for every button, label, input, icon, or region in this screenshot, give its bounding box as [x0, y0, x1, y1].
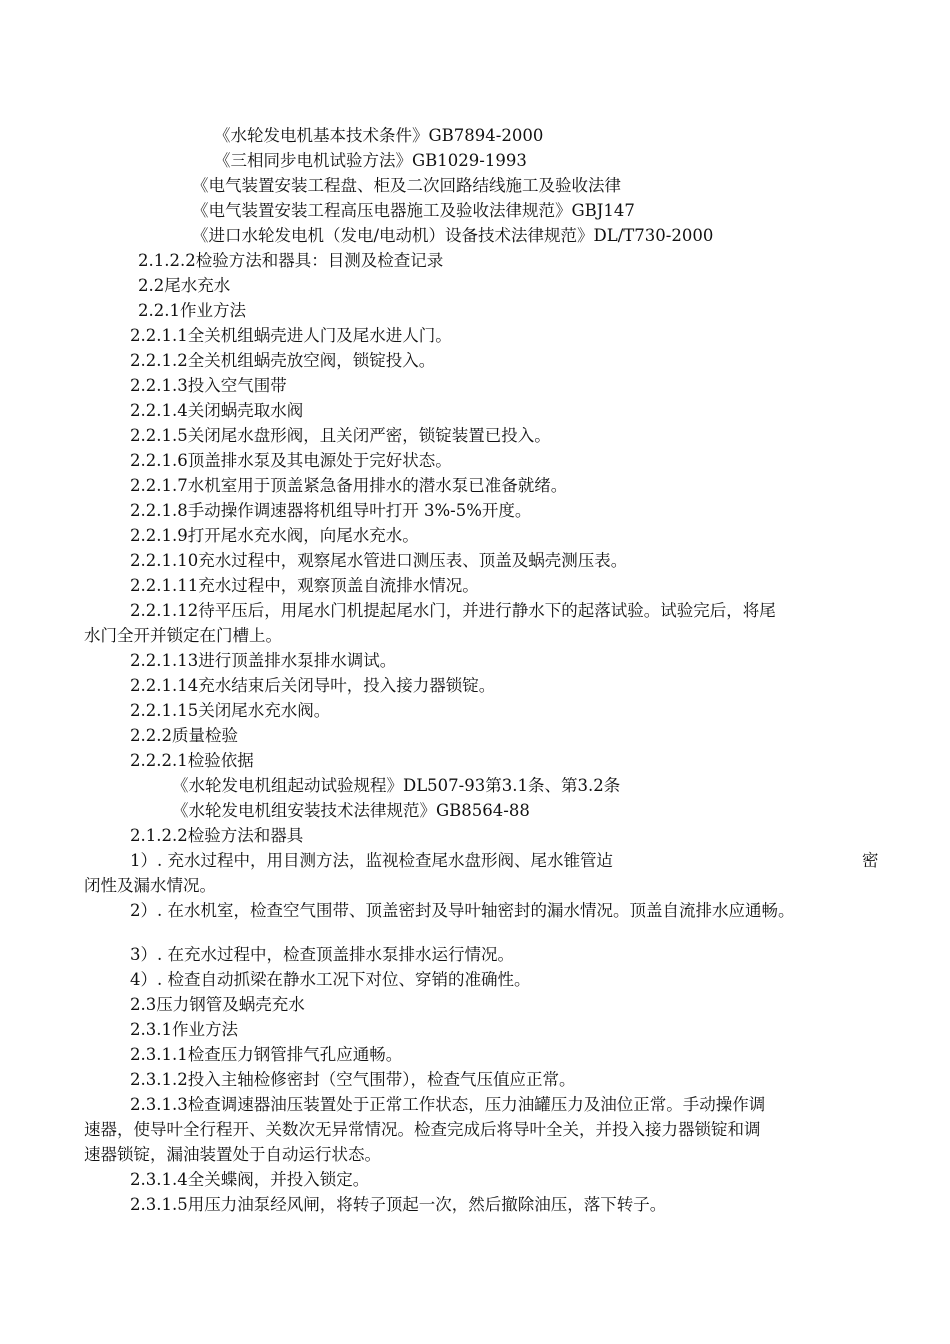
section-heading: 2.2.2质量检验: [130, 726, 238, 745]
procedure-step: 2.2.1.11充水过程中，观察顶盖自流排水情况。: [130, 576, 479, 595]
procedure-step: 2.3.1.1检查压力钢管排气孔应通畅。: [130, 1045, 403, 1064]
procedure-step: 2.2.1.4关闭蜗壳取水阀: [130, 401, 304, 420]
procedure-step: 2.3.1.4全关蝶阀，并投入锁定。: [130, 1170, 370, 1189]
procedure-step: 2.2.1.2全关机组蜗壳放空阀，锁锭投入。: [130, 351, 436, 370]
procedure-step: 2.3.1.2投入主轴检修密封（空气围带），检查气压值应正常。: [130, 1070, 576, 1089]
procedure-step: 2.2.1.9打开尾水充水阀，向尾水充水。: [130, 526, 419, 545]
procedure-step: 2.2.1.5关闭尾水盘形阀，且关闭严密，锁锭装置已投入。: [130, 426, 551, 445]
reference-line: 《进口水轮发电机（发电/电动机）设备技术法律规范》DL/T730-2000: [192, 226, 714, 245]
check-item-continuation: 闭性及漏水情况。: [84, 876, 216, 895]
reference-line: 《水轮发电机组安装技术法律规范》GB8564-88: [172, 801, 530, 820]
procedure-step: 2.2.1.10充水过程中，观察尾水管进口测压表、顶盖及蜗壳测压表。: [130, 551, 628, 570]
procedure-step: 2.2.1.3投入空气围带: [130, 376, 287, 395]
reference-line: 《电气装置安装工程高压电器施工及验收法律规范》GBJ147: [192, 201, 635, 220]
section-heading: 2.2.2.1检验依据: [130, 751, 254, 770]
section-heading: 2.3压力钢管及蜗壳充水: [130, 995, 305, 1014]
reference-line: 《水轮发电机组起动试验规程》DL507-93第3.1条、第3.2条: [172, 776, 621, 795]
check-item: 1）. 充水过程中，用目测方法，监视检查尾水盘形阀、尾水锥管迠: [130, 851, 613, 870]
reference-line: 《电气装置安装工程盘、柜及二次回路结线施工及验收法律: [192, 176, 621, 195]
procedure-step: 2.2.1.15关闭尾水充水阀。: [130, 701, 331, 720]
section-heading: 2.1.2.2检验方法和器具: [130, 826, 304, 845]
check-item: 2）. 在水机室，检查空气围带、顶盖密封及导叶轴密封的漏水情况。顶盖自流排水应通畅。: [130, 901, 795, 920]
procedure-step: 2.3.1.3检查调速器油压装置处于正常工作状态，压力油罐压力及油位正常。手动操作调: [130, 1095, 766, 1114]
procedure-step: 2.2.1.12待平压后，用尾水门机提起尾水门，并进行静水下的起落试验。试验完后，将尾: [130, 601, 776, 620]
section-heading: 2.1.2.2检验方法和器具：目测及检查记录: [138, 251, 444, 270]
section-heading: 2.2尾水充水: [138, 276, 231, 295]
section-heading: 2.3.1作业方法: [130, 1020, 238, 1039]
check-item: 4）. 检查自动抓梁在静水工况下对位、穿销的准确性。: [130, 970, 531, 989]
reference-line: 《三相同步电机试验方法》GB1029-1993: [214, 151, 527, 170]
procedure-step: 2.2.1.6顶盖排水泵及其电源处于完好状态。: [130, 451, 452, 470]
procedure-step-continuation: 速器锁锭，漏油装置处于自动运行状态。: [84, 1145, 381, 1164]
procedure-step: 2.3.1.5用压力油泵经风闸，将转子顶起一次，然后撤除油压，落下转子。: [130, 1195, 667, 1214]
procedure-step: 2.2.1.1全关机组蜗壳进人门及尾水进人门。: [130, 326, 452, 345]
procedure-step: 2.2.1.7水机室用于顶盖紧急备用排水的潜水泵已准备就绪。: [130, 476, 568, 495]
check-item: 3）. 在充水过程中，检查顶盖排水泵排水运行情况。: [130, 945, 514, 964]
procedure-step: 2.2.1.13进行顶盖排水泵排水调试。: [130, 651, 397, 670]
section-heading: 2.2.1作业方法: [138, 301, 246, 320]
procedure-step-continuation: 速器，使导叶全行程开、关数次无异常情况。检查完成后将导叶全关，并投入接力器锁锭和调: [84, 1120, 761, 1139]
procedure-step: 2.2.1.14充水结束后关闭导叶，投入接力器锁锭。: [130, 676, 496, 695]
procedure-step-continuation: 水门全开并锁定在门槽上。: [84, 626, 282, 645]
procedure-step: 2.2.1.8手动操作调速器将机组导叶打开 3%-5%开度。: [130, 501, 532, 520]
reference-line: 《水轮发电机基本技术条件》GB7894-2000: [214, 126, 544, 145]
check-item-fragment: 密: [862, 851, 879, 870]
